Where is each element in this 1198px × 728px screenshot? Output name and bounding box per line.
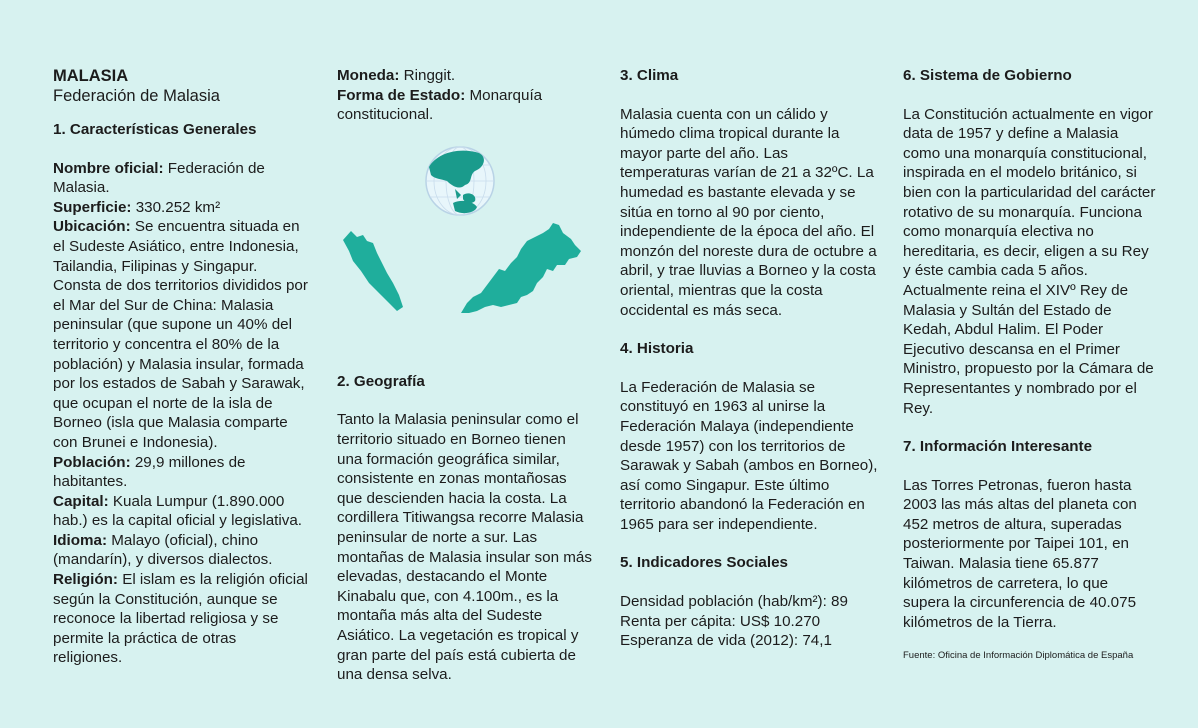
document-subtitle: Federación de Malasia (53, 87, 220, 105)
general-item: Idioma: Malayo (oficial), chino (mandarín), y diversos dialectos. (53, 531, 273, 569)
column-3 (620, 66, 878, 651)
section-6-heading: 6. Sistema de Gobierno (903, 67, 1072, 84)
column-1 (53, 66, 308, 668)
section-5-heading: 5. Indicadores Sociales (620, 554, 788, 572)
peninsular-malaysia-shape (343, 231, 403, 311)
section-3-text: Malasia cuenta con un cálido y húmedo clima tropical durante la mayor parte del año. Las temperaturas varían de 21 a 32ºC. La humedad es bastante elevada y se sitúa en torno al 90 por ciento, independiente de la época del año. El monzón del noreste dura de octubre a abril, y trae lluvias a Borneo y la costa oriental, mientras que la costa occidental es más seca. (620, 105, 877, 319)
general-item: Religión: El islam es la religión oficial según la Constitución, aunque se reconoce la libertad religiosa y se permite la práctica de otras religiones. (53, 571, 308, 667)
malaysia-map-illustration (337, 145, 587, 315)
section-3-heading: 3. Clima (620, 67, 679, 84)
general-item: Forma de Estado: Monarquía constitucional. (337, 86, 543, 124)
section-4-heading: 4. Historia (620, 340, 694, 358)
general-item: Moneda: Ringgit. (337, 67, 456, 84)
section-7-heading: 7. Información Interesante (903, 438, 1093, 456)
general-item: Nombre oficial: Federación de Malasia. (53, 159, 265, 197)
document-title: MALASIA (53, 67, 129, 85)
section-1-heading: 1. Características Generales (53, 121, 257, 138)
indicator-line: Densidad población (hab/km²): 89 (620, 593, 848, 611)
general-item: Población: 29,9 millones de habitantes. (53, 453, 246, 491)
section-4-text: La Federación de Malasia se constituyó en 1963 al unirse la Federación Malaya (independiente desde 1957) con los territorios de Sarawak y Sabah (ambos en Borneo), así como Singapur. Este último territorio abandonó la Federación en 1965 para ser independiente. (620, 378, 878, 533)
column-4 (903, 66, 1158, 662)
general-item: Superficie: 330.252 km² (53, 198, 221, 216)
borneo-malaysia-shape (461, 223, 581, 313)
section-7-text: Las Torres Petronas, fueron hasta 2003 las más altas del planeta con 452 metros de altura, superadas posteriormente por Taipei 101, en Taiwan. Malasia tiene 65.877 kilómetros de carretera, lo que supera la circunferencia de 40.075 kilómetros de la Tierra. (903, 476, 1137, 631)
globe-icon (426, 147, 494, 215)
general-item: Ubicación: Se encuentra situada en el Sudeste Asiático, entre Indonesia, Tailandia, Filipinas y Singapur. Consta de dos territorios divididos por el Mar del Sur de China: Malasia peninsular (que supone un 40% del territorio y concentra el 80% de la población) y Malasia insular, formada por los estados de Sabah y Sarawak, que ocupan el norte de la isla de Borneo (isla que Malasia comparte con Brunei e Indonesia). (53, 218, 308, 451)
section-2-heading: 2. Geografía (337, 372, 425, 390)
section-2-text: Tanto la Malasia peninsular como el territorio situado en Borneo tienen una formación geográfica similar, consistente en zonas montañosas que descienden hacia la costa. La cordillera Titiwangsa recorre Malasia peninsular de norte a sur. Las montañas de Malasia insular son más elevadas, destacando el Monte Kinabalu que, con 4.100m., es la montaña más alta del Sudeste Asiático. La vegetación es tropical y gran parte del país está cubierta de una densa selva. (337, 411, 592, 684)
section-6-text: La Constitución actualmente en vigor data de 1957 y define a Malasia como una monarquía constitucional, inspirada en el modelo británico, si bien con la particularidad del carácter rotativo de su monarquía. Funciona como monarquía electiva no hereditaria, es decir, eligen a su Rey y éste cambia cada 5 años. Actualmente reina el XIVº Rey de Malasia y Sultán del Estado de Kedah, Abdul Halim. El Poder Ejecutivo descansa en el Primer Ministro, propuesto por la Cámara de Representantes y nombrado por el Rey. (903, 105, 1156, 417)
indicator-line: Renta per cápita: US$ 10.270 (620, 612, 821, 630)
indicator-line: Esperanza de vida (2012): 74,1 (620, 632, 832, 650)
general-item: Capital: Kuala Lumpur (1.890.000 hab.) es la capital oficial y legislativa. (53, 492, 303, 530)
source-note: Fuente: Oficina de Información Diplomática de España (903, 650, 1134, 662)
